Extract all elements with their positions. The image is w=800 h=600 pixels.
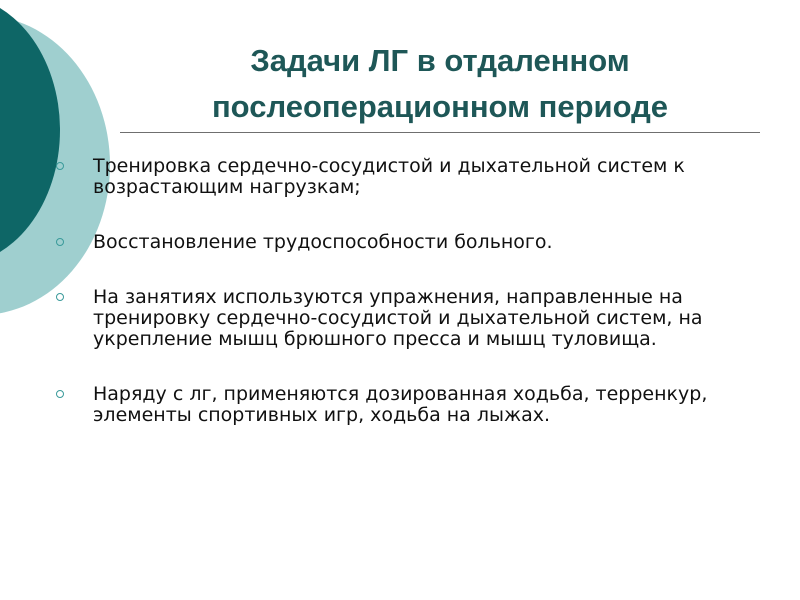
bullet-circle-icon bbox=[56, 293, 64, 301]
title-divider bbox=[120, 132, 760, 133]
slide-title bbox=[110, 38, 770, 130]
bullet-item bbox=[56, 232, 771, 253]
slide-title-line-2: послеоперационном периоде bbox=[211, 89, 669, 124]
bullet-text: Восстановление трудоспособности больного. bbox=[93, 231, 553, 253]
bullet-item bbox=[56, 287, 771, 350]
bullet-text: На занятиях используются упражнения, направленные на тренировку сердечно-сосудистой и дыхательной систем, на укрепление мышц брюшного пресса и мышц туловища. bbox=[93, 286, 703, 350]
bullet-list bbox=[56, 156, 771, 460]
slide-title-line-1: Задачи ЛГ в отдаленном bbox=[250, 43, 630, 78]
bullet-text: Тренировка сердечно-сосудистой и дыхательной систем к возрастающим нагрузкам; bbox=[93, 155, 685, 198]
bullet-circle-icon bbox=[56, 238, 64, 246]
bullet-text: Наряду с лг, применяются дозированная ходьба, терренкур, элементы спортивных игр, ходьба на лыжах. bbox=[93, 383, 708, 426]
bullet-circle-icon bbox=[56, 390, 64, 398]
bullet-item bbox=[56, 156, 771, 198]
bullet-item bbox=[56, 384, 771, 426]
bullet-circle-icon bbox=[56, 162, 64, 170]
